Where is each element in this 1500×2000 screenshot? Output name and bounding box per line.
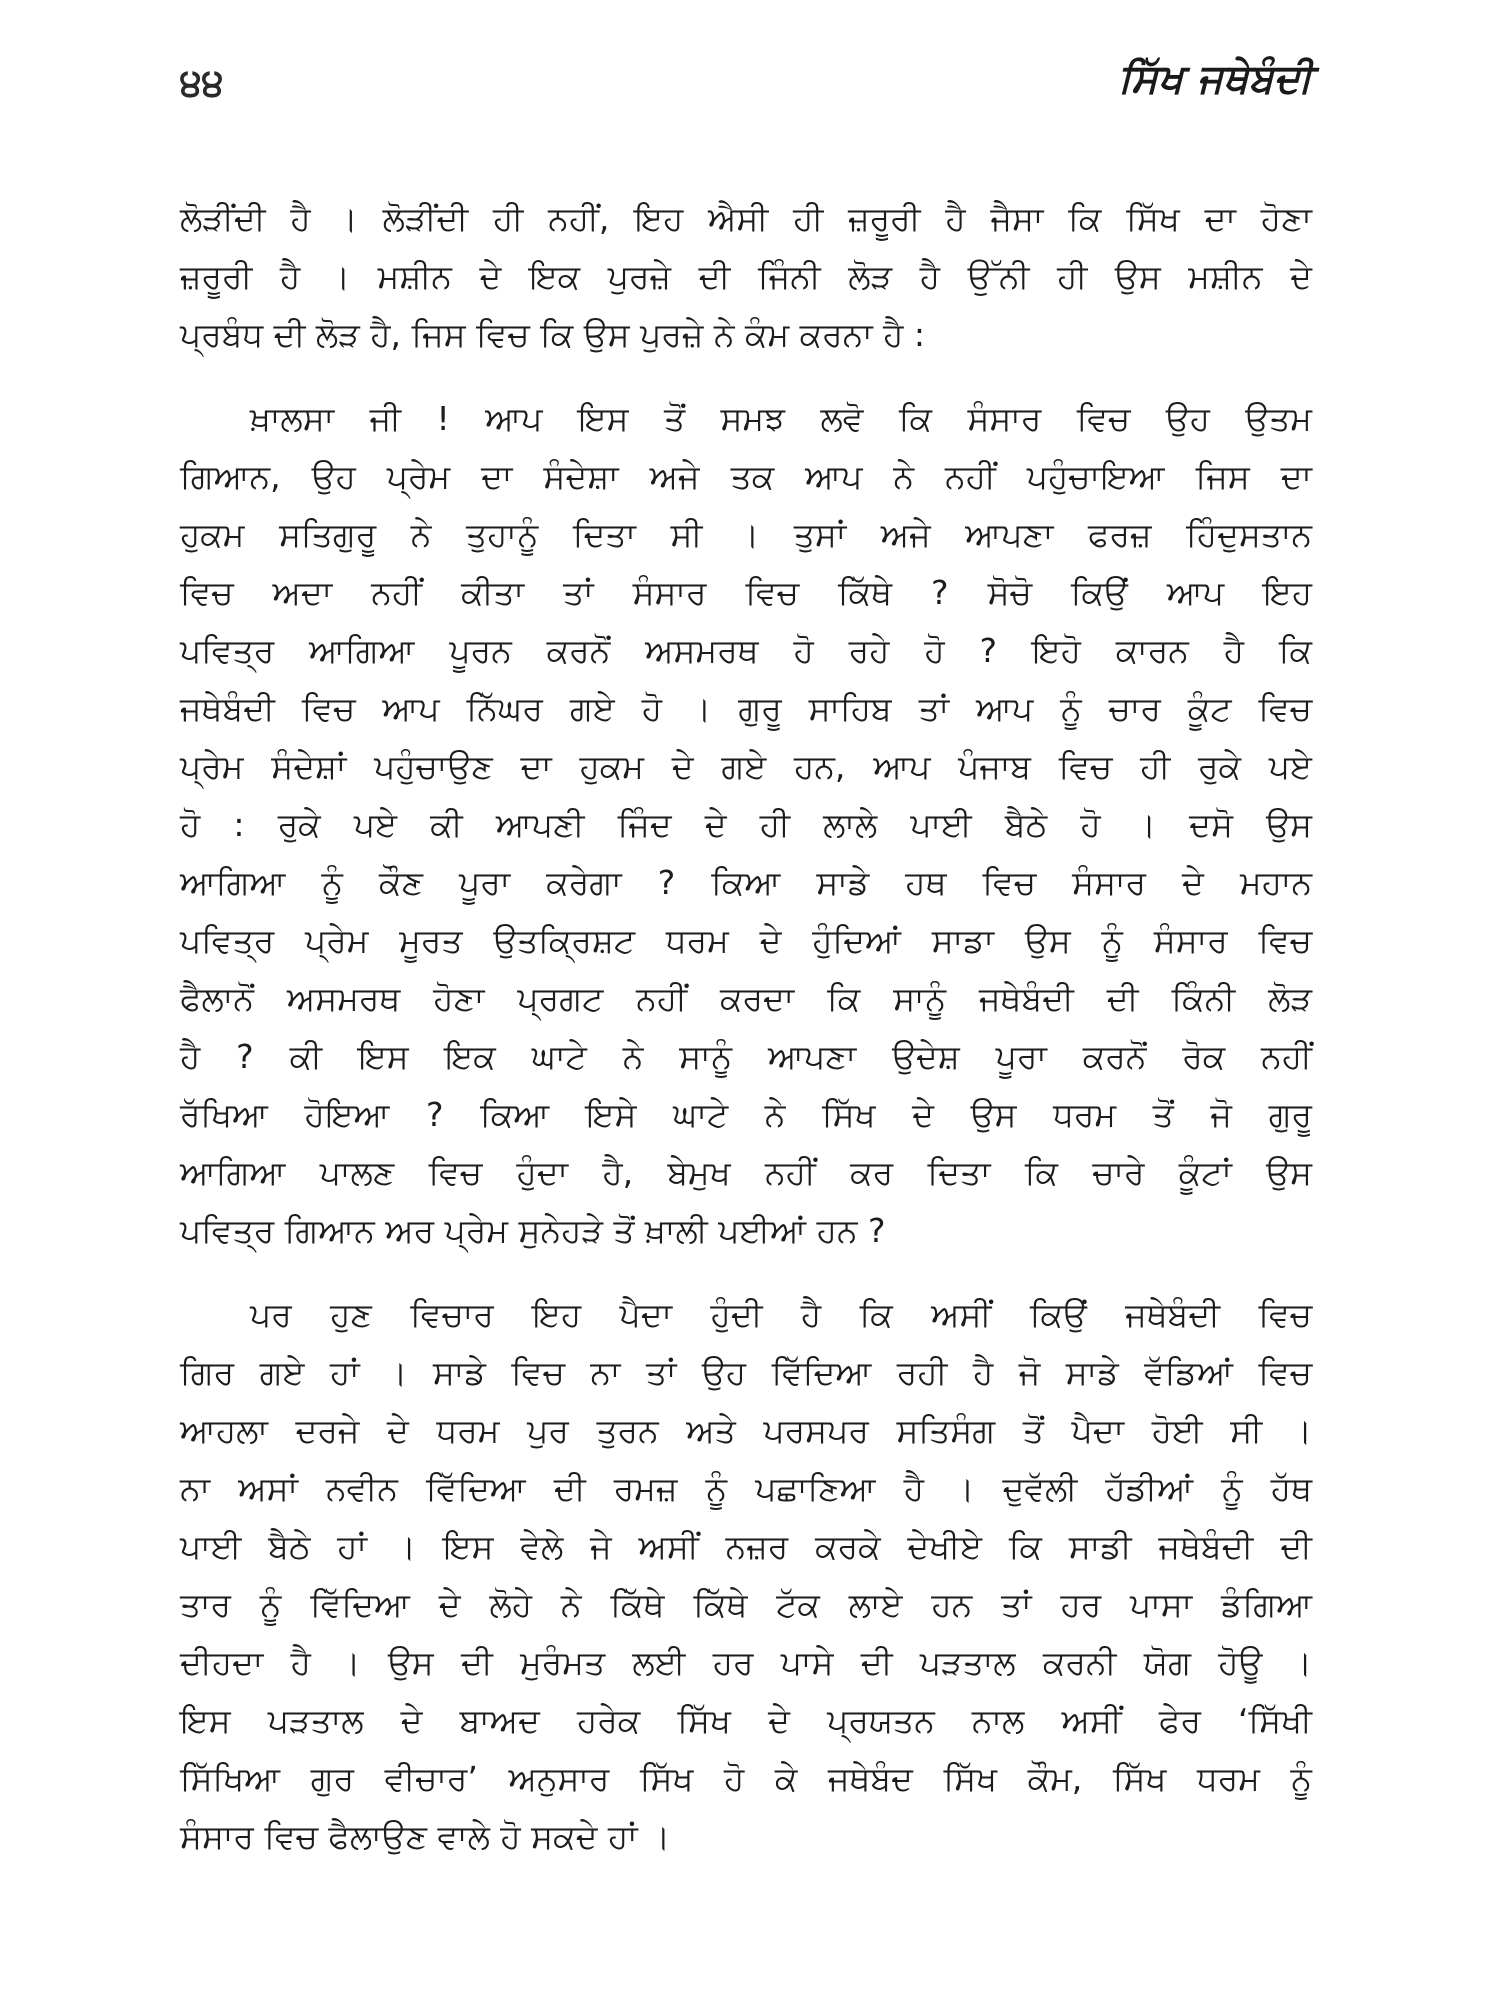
text-line: ਜਥੇਬੰਦੀ ਵਿਚ ਆਪ ਨਿੱਘਰ ਗਏ ਹੋ । ਗੁਰੂ ਸਾਹਿਬ ਤਾਂ ਆਪ ਨੂੰ ਚਾਰ ਕੂੰਟ ਵਿਚ: [180, 689, 1312, 728]
text-line: ਸੰਸਾਰ ਵਿਚ ਫੈਲਾਉਣ ਵਾਲੇ ਹੋ ਸਕਦੇ ਹਾਂ ।: [180, 1817, 671, 1856]
text-line: ਆਗਿਆ ਨੂੰ ਕੌਣ ਪੂਰਾ ਕਰੇਗਾ ? ਕਿਆ ਸਾਡੇ ਹਥ ਵਿਚ ਸੰਸਾਰ ਦੇ ਮਹਾਨ: [180, 863, 1312, 902]
page-number: ੪੪: [180, 60, 224, 104]
text-line: ਲੋੜੀਂਦੀ ਹੈ । ਲੋੜੀਂਦੀ ਹੀ ਨਹੀਂ, ਇਹ ਐਸੀ ਹੀ ਜ਼ਰੂਰੀ ਹੈ ਜੈਸਾ ਕਿ ਸਿੱਖ ਦਾ ਹੋਣਾ: [180, 199, 1312, 238]
text-line: ਪ੍ਰੇਮ ਸੰਦੇਸ਼ਾਂ ਪਹੁੰਚਾਉਣ ਦਾ ਹੁਕਮ ਦੇ ਗਏ ਹਨ, ਆਪ ਪੰਜਾਬ ਵਿਚ ਹੀ ਰੁਕੇ ਪਏ: [180, 747, 1312, 786]
text-line: ਫੈਲਾਨੋਂ ਅਸਮਰਥ ਹੋਣਾ ਪ੍ਰਗਟ ਨਹੀਂ ਕਰਦਾ ਕਿ ਸਾਨੂੰ ਜਥੇਬੰਦੀ ਦੀ ਕਿੰਨੀ ਲੋੜ: [180, 979, 1312, 1018]
text-line: ਪਵਿਤ੍ਰ ਆਗਿਆ ਪੂਰਨ ਕਰਨੋਂ ਅਸਮਰਥ ਹੋ ਰਹੇ ਹੋ ? ਇਹੋ ਕਾਰਨ ਹੈ ਕਿ: [180, 631, 1312, 670]
text-line: ਪਵਿਤ੍ਰ ਪ੍ਰੇਮ ਮੂਰਤ ਉਤਕ੍ਰਿਸ਼ਟ ਧਰਮ ਦੇ ਹੁੰਦਿਆਂ ਸਾਡਾ ਉਸ ਨੂੰ ਸੰਸਾਰ ਵਿਚ: [180, 921, 1312, 960]
text-line: ਪਰ ਹੁਣ ਵਿਚਾਰ ਇਹ ਪੈਦਾ ਹੁੰਦੀ ਹੈ ਕਿ ਅਸੀਂ ਕਿਉਂ ਜਥੇਬੰਦੀ ਵਿਚ: [250, 1295, 1312, 1334]
text-line: ਗਿਆਨ, ਉਹ ਪ੍ਰੇਮ ਦਾ ਸੰਦੇਸ਼ਾ ਅਜੇ ਤਕ ਆਪ ਨੇ ਨਹੀਂ ਪਹੁੰਚਾਇਆ ਜਿਸ ਦਾ: [180, 457, 1312, 496]
text-line: ਹੁਕਮ ਸਤਿਗੁਰੂ ਨੇ ਤੁਹਾਨੂੰ ਦਿਤਾ ਸੀ । ਤੁਸਾਂ ਅਜੇ ਆਪਣਾ ਫਰਜ਼ ਹਿੰਦੁਸਤਾਨ: [180, 515, 1312, 554]
text-line: ਹੋ : ਰੁਕੇ ਪਏ ਕੀ ਆਪਣੀ ਜਿੰਦ ਦੇ ਹੀ ਲਾਲੇ ਪਾਈ ਬੈਠੇ ਹੋ । ਦਸੋ ਉਸ: [180, 805, 1312, 844]
text-line: ਇਸ ਪੜਤਾਲ ਦੇ ਬਾਅਦ ਹਰੇਕ ਸਿੱਖ ਦੇ ਪ੍ਰਯਤਨ ਨਾਲ ਅਸੀਂ ਫੇਰ ‘ਸਿੱਖੀ: [180, 1701, 1312, 1740]
body-text: [180, 190, 1312, 1892]
paragraph-2: [180, 390, 1312, 1260]
text-line: ਦੀਹਦਾ ਹੈ । ਉਸ ਦੀ ਮੁਰੰਮਤ ਲਈ ਹਰ ਪਾਸੇ ਦੀ ਪੜਤਾਲ ਕਰਨੀ ਯੋਗ ਹੋਊ ।: [180, 1643, 1312, 1682]
text-line: ਆਗਿਆ ਪਾਲਣ ਵਿਚ ਹੁੰਦਾ ਹੈ, ਬੇਮੁਖ ਨਹੀਂ ਕਰ ਦਿਤਾ ਕਿ ਚਾਰੇ ਕੂੰਟਾਂ ਉਸ: [180, 1153, 1312, 1192]
text-line: ਆਹਲਾ ਦਰਜੇ ਦੇ ਧਰਮ ਪੁਰ ਤੁਰਨ ਅਤੇ ਪਰਸਪਰ ਸਤਿਸੰਗ ਤੋਂ ਪੈਦਾ ਹੋਈ ਸੀ ।: [180, 1411, 1312, 1450]
text-line: ਖ਼ਾਲਸਾ ਜੀ ! ਆਪ ਇਸ ਤੋਂ ਸਮਝ ਲਵੋ ਕਿ ਸੰਸਾਰ ਵਿਚ ਉਹ ਉਤਮ: [250, 399, 1312, 438]
running-title: ਸਿੱਖ ਜਥੇਬੰਦੀ: [1118, 56, 1312, 102]
text-line: ਪਾਈ ਬੈਠੇ ਹਾਂ । ਇਸ ਵੇਲੇ ਜੇ ਅਸੀਂ ਨਜ਼ਰ ਕਰਕੇ ਦੇਖੀਏ ਕਿ ਸਾਡੀ ਜਥੇਬੰਦੀ ਦੀ: [180, 1527, 1312, 1566]
text-line: ਨਾ ਅਸਾਂ ਨਵੀਨ ਵਿੱਦਿਆ ਦੀ ਰਮਜ਼ ਨੂੰ ਪਛਾਣਿਆ ਹੈ । ਦੁਵੱਲੀ ਹੱਡੀਆਂ ਨੂੰ ਹੱਥ: [180, 1469, 1312, 1508]
text-line: ਰੱਖਿਆ ਹੋਇਆ ? ਕਿਆ ਇਸੇ ਘਾਟੇ ਨੇ ਸਿੱਖ ਦੇ ਉਸ ਧਰਮ ਤੋਂ ਜੋ ਗੁਰੂ: [180, 1095, 1312, 1134]
paragraph-3: [180, 1286, 1312, 1866]
page-header: [180, 56, 1312, 140]
text-line: ਹੈ ? ਕੀ ਇਸ ਇਕ ਘਾਟੇ ਨੇ ਸਾਨੂੰ ਆਪਣਾ ਉਦੇਸ਼ ਪੂਰਾ ਕਰਨੋਂ ਰੋਕ ਨਹੀਂ: [180, 1037, 1312, 1076]
text-line: ਪ੍ਰਬੰਧ ਦੀ ਲੋੜ ਹੈ, ਜਿਸ ਵਿਚ ਕਿ ਉਸ ਪੁਰਜ਼ੇ ਨੇ ਕੰਮ ਕਰਨਾ ਹੈ :: [180, 315, 926, 354]
text-line: ਜ਼ਰੂਰੀ ਹੈ । ਮਸ਼ੀਨ ਦੇ ਇਕ ਪੁਰਜ਼ੇ ਦੀ ਜਿੰਨੀ ਲੋੜ ਹੈ ਉੱਨੀ ਹੀ ਉਸ ਮਸ਼ੀਨ ਦੇ: [180, 257, 1312, 296]
text-line: ਤਾਰ ਨੂੰ ਵਿੱਦਿਆ ਦੇ ਲੋਹੇ ਨੇ ਕਿੱਥੇ ਕਿੱਥੇ ਟੱਕ ਲਾਏ ਹਨ ਤਾਂ ਹਰ ਪਾਸਾ ਡੰਗਿਆ: [180, 1585, 1312, 1624]
text-line: ਗਿਰ ਗਏ ਹਾਂ । ਸਾਡੇ ਵਿਚ ਨਾ ਤਾਂ ਉਹ ਵਿੱਦਿਆ ਰਹੀ ਹੈ ਜੋ ਸਾਡੇ ਵੱਡਿਆਂ ਵਿਚ: [180, 1353, 1312, 1392]
text-line: ਪਵਿਤ੍ਰ ਗਿਆਨ ਅਰ ਪ੍ਰੇਮ ਸੁਨੇਹੜੇ ਤੋਂ ਖ਼ਾਲੀ ਪਈਆਂ ਹਨ ?: [180, 1211, 886, 1250]
text-line: ਸਿੱਖਿਆ ਗੁਰ ਵੀਚਾਰ’ ਅਨੁਸਾਰ ਸਿੱਖ ਹੋ ਕੇ ਜਥੇਬੰਦ ਸਿੱਖ ਕੌਮ, ਸਿੱਖ ਧਰਮ ਨੂੰ: [180, 1759, 1312, 1798]
paragraph-1: [180, 190, 1312, 364]
text-line: ਵਿਚ ਅਦਾ ਨਹੀਂ ਕੀਤਾ ਤਾਂ ਸੰਸਾਰ ਵਿਚ ਕਿੱਥੇ ? ਸੋਚੋ ਕਿਉਂ ਆਪ ਇਹ: [180, 573, 1312, 612]
